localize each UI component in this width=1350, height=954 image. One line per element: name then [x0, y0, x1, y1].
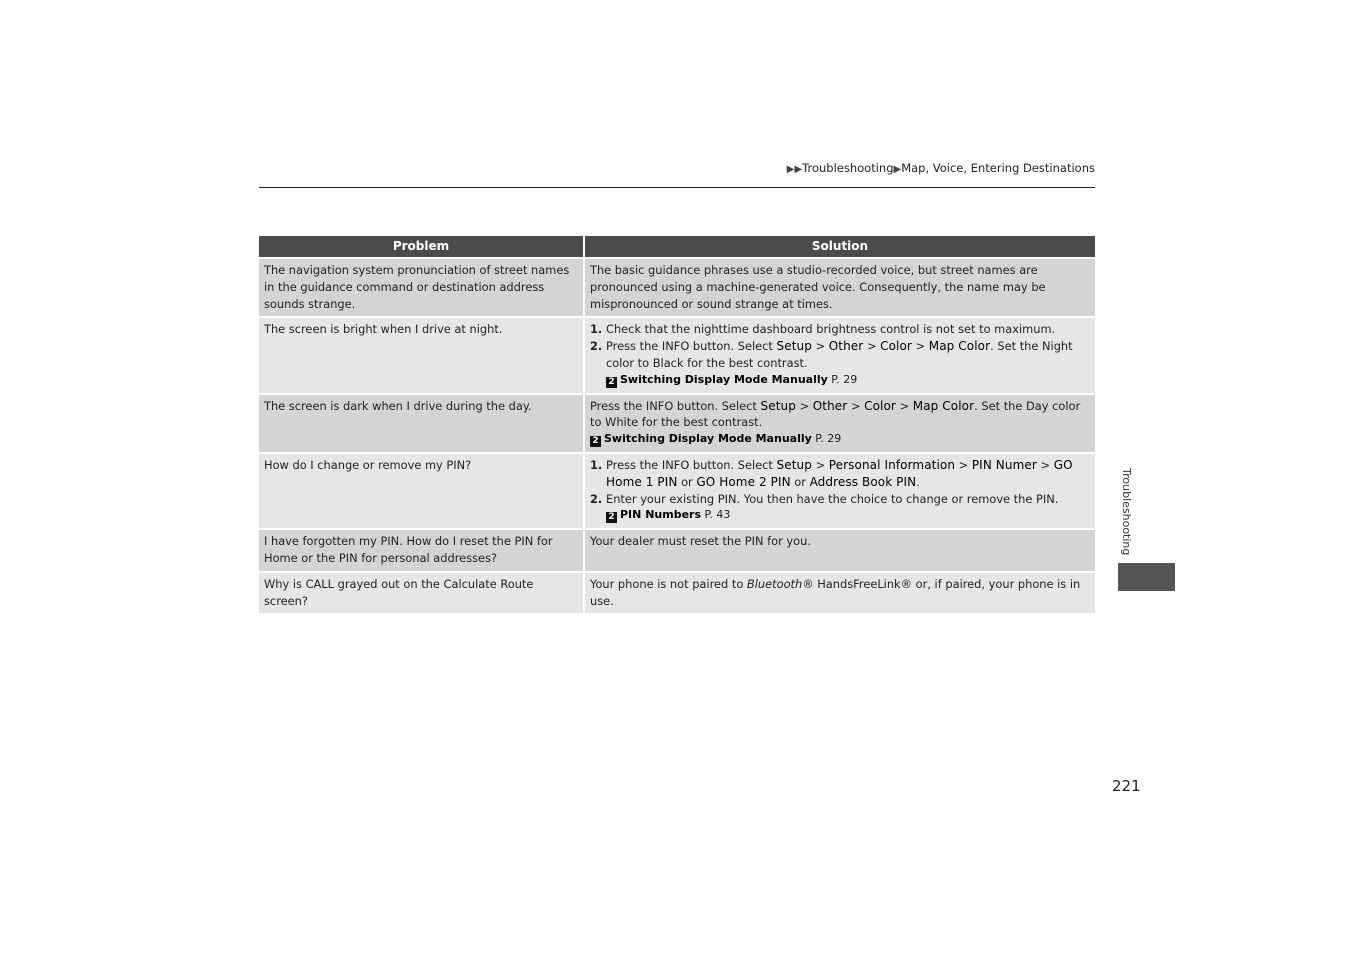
- menu-color: Color: [864, 398, 896, 413]
- problem-cell: I have forgotten my PIN. How do I reset the PIN for Home or the PIN for personal addresses?: [259, 528, 585, 571]
- step-text: Press the INFO button. Select: [606, 339, 777, 354]
- step-number: 2.: [590, 491, 603, 506]
- solution-step: [590, 338, 1090, 372]
- table-row: [259, 571, 1095, 614]
- problem-cell: The screen is bright when I drive at night.: [259, 316, 585, 392]
- step-text: . Set the Night color to Black for the best contrast.: [606, 339, 1073, 370]
- menu-setup: Setup: [776, 339, 812, 354]
- menu-go-home-1-pin: GO Home 1 PIN: [606, 457, 1073, 489]
- table-header-row: [259, 236, 1095, 257]
- menu-separator: >: [847, 398, 865, 413]
- menu-map-color: Map Color: [928, 339, 991, 354]
- table-row: [259, 452, 1095, 528]
- solution-text: ® HandsFreeLink® or, if paired, your phone is in use.: [590, 576, 1081, 608]
- reference-page: P. 43: [701, 508, 731, 522]
- step-text: Enter your existing PIN. You then have the choice to change or remove the PIN.: [606, 491, 1059, 506]
- menu-pin-numer: PIN Numer: [971, 457, 1037, 472]
- problem-cell: Why is CALL grayed out on the Calculate Route screen?: [259, 571, 585, 614]
- reference-arrow-icon: 2: [606, 377, 617, 388]
- step-text: Press the INFO button. Select: [590, 398, 761, 413]
- solution-cell: The basic guidance phrases use a studio-recorded voice, but street names are pronounced using a machine-generated voice. Consequently, the name may be mispronounced or sound strange at times.: [585, 257, 1095, 316]
- bluetooth-brand-text: Bluetooth: [746, 576, 803, 591]
- menu-separator: >: [811, 457, 829, 472]
- header-problem: Problem: [259, 236, 585, 257]
- cross-reference-link[interactable]: [590, 372, 1090, 389]
- reference-title: Switching Display Mode Manually: [620, 372, 828, 386]
- section-side-label: Troubleshooting: [1120, 468, 1133, 556]
- solution-text: [590, 398, 1090, 432]
- reference-title: Switching Display Mode Manually: [604, 432, 812, 446]
- solution-cell: [585, 452, 1095, 528]
- menu-separator: >: [955, 457, 972, 472]
- breadcrumb-separator-icon: ▶: [893, 164, 902, 175]
- menu-color: Color: [880, 339, 912, 354]
- menu-setup: Setup: [760, 398, 796, 413]
- problem-cell: The screen is dark when I drive during the day.: [259, 393, 585, 452]
- step-text: Check that the nighttime dashboard brightness control is not set to maximum.: [606, 322, 1056, 337]
- solution-step: [590, 321, 1090, 338]
- breadcrumb-topic: Map, Voice, Entering Destinations: [901, 161, 1095, 175]
- section-tab-marker[interactable]: [1118, 563, 1175, 591]
- solution-step: [590, 491, 1090, 508]
- step-text: or: [790, 474, 810, 489]
- menu-address-book-pin: Address Book PIN: [809, 474, 917, 489]
- menu-personal-information: Personal Information: [828, 457, 956, 472]
- cross-reference-link[interactable]: [590, 431, 1090, 448]
- step-text: . Set the Day color to White for the best contrast.: [590, 398, 1081, 430]
- reference-arrow-icon: 2: [606, 512, 617, 523]
- problem-cell: How do I change or remove my PIN?: [259, 452, 585, 528]
- reference-arrow-icon: 2: [590, 436, 601, 447]
- table-row: [259, 528, 1095, 571]
- reference-page: P. 29: [811, 432, 842, 446]
- menu-other: Other: [828, 339, 864, 354]
- solution-cell: [585, 571, 1095, 614]
- menu-separator: >: [795, 398, 813, 413]
- problem-cell: The navigation system pronunciation of street names in the guidance command or destination address sounds strange.: [259, 257, 585, 316]
- solution-step: [590, 457, 1090, 491]
- solution-text: Your phone is not paired to: [590, 576, 747, 591]
- menu-go-home-2-pin: GO Home 2 PIN: [696, 474, 791, 489]
- cross-reference-link[interactable]: [590, 507, 1090, 524]
- table-row: [259, 316, 1095, 392]
- step-number: 1.: [590, 457, 603, 472]
- menu-other: Other: [812, 398, 848, 413]
- menu-separator: >: [811, 339, 829, 354]
- step-text: .: [916, 474, 920, 489]
- menu-setup: Setup: [776, 457, 812, 472]
- header-divider: [259, 187, 1095, 188]
- solution-cell: [585, 393, 1095, 452]
- table-row: [259, 257, 1095, 316]
- reference-title: PIN Numbers: [620, 508, 701, 522]
- breadcrumb-section[interactable]: Troubleshooting: [802, 161, 894, 175]
- step-number: 2.: [590, 339, 603, 354]
- header-solution: Solution: [585, 236, 1095, 257]
- troubleshooting-table: [259, 236, 1095, 613]
- solution-cell: [585, 316, 1095, 392]
- menu-separator: >: [1036, 457, 1054, 472]
- menu-map-color: Map Color: [912, 398, 975, 413]
- menu-separator: >: [863, 339, 881, 354]
- page-number: 221: [1112, 777, 1141, 795]
- step-number: 1.: [590, 322, 603, 337]
- reference-page: P. 29: [827, 372, 858, 386]
- breadcrumb-arrow-icon: ▶▶: [786, 164, 803, 175]
- table-row: [259, 393, 1095, 452]
- menu-separator: >: [895, 398, 913, 413]
- menu-separator: >: [911, 339, 929, 354]
- step-text: Press the INFO button. Select: [606, 457, 777, 472]
- breadcrumb: [787, 161, 1095, 175]
- solution-cell: Your dealer must reset the PIN for you.: [585, 528, 1095, 571]
- step-text: or: [677, 474, 697, 489]
